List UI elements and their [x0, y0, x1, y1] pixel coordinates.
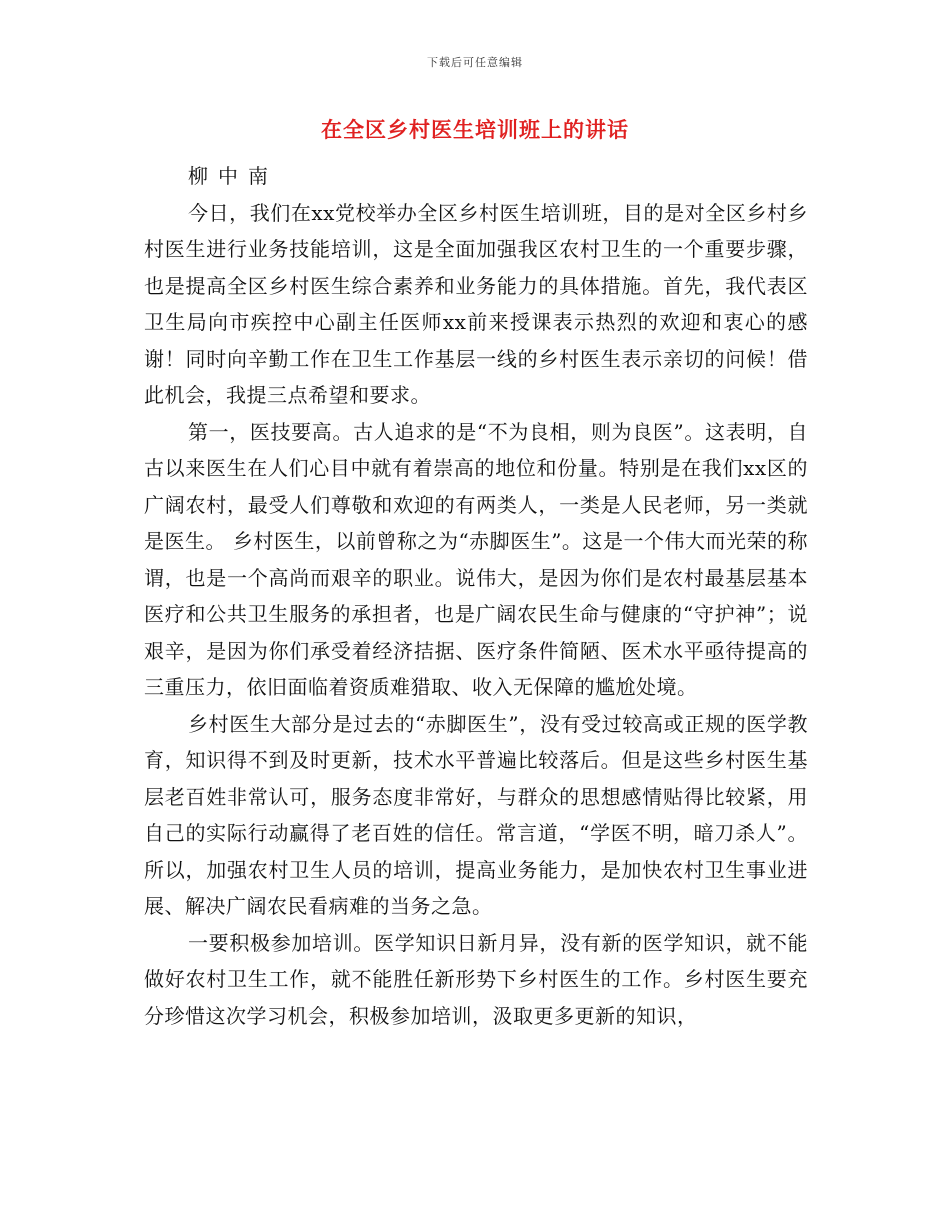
paragraph-4: 一要积极参加培训。医学知识日新月异，没有新的医学知识，就不能做好农村卫生工作，就不能胜任新形势下乡村医生的工作。乡村医生要充分珍惜这次学习机会，积极参加培训，汲取更多更新的知识， [144, 930, 808, 1028]
document-body [144, 158, 808, 1034]
paragraph-3: 乡村医生大部分是过去的“赤脚医生”，没有受过较高或正规的医学教育，知识得不到及时更新，技术水平普遍比较落后。但是这些乡村医生基层老百姓非常认可，服务态度非常好，与群众的思想感情贴得比较紧，用自己的实际行动赢得了老百姓的信任。常言道，“学医不明，暗刀杀人”。所以，加强农村卫生人员的培训，提高业务能力，是加快农村卫生事业进展、解决广阔农民看病难的当务之急。 [144, 711, 808, 918]
document-title: 在全区乡村医生培训班上的讲话 [321, 117, 629, 142]
paragraph-2: 第一，医技要高。古人追求的是“不为良相，则为良医”。这表明，自古以来医生在人们心目中就有着崇高的地位和份量。特别是在我们xx区的广阔农村，最受人们尊敬和欢迎的有两类人，一类是人民老师，另一类就是医生。 乡村医生，以前曾称之为“赤脚医生”。这是一个伟大而光荣的称谓，也是一个高尚而艰辛的职业。说伟大，是因为你们是农村最基层基本医疗和公共卫生服务的承担者，也是广阔农民生命与健康的“守护神”；说艰辛，是因为你们承受着经济拮据、医疗条件简陋、医术水平亟待提高的三重压力，依旧面临着资质难猎取、收入无保障的尴尬处境。 [144, 419, 808, 699]
paragraph-1: 今日，我们在xx党校举办全区乡村医生培训班，目的是对全区乡村乡村医生进行业务技能培训，这是全面加强我区农村卫生的一个重要步骤，也是提高全区乡村医生综合素养和业务能力的具体措施。首先，我代表区卫生局向市疾控中心副主任医师xx前来授课表示热烈的欢迎和衷心的感谢！同时向辛勤工作在卫生工作基层一线的乡村医生表示亲切的问候！借此机会，我提三点希望和要求。 [144, 200, 808, 407]
header-note: 下载后可任意编辑 [427, 56, 523, 69]
author-name: 柳中南 [188, 164, 278, 188]
